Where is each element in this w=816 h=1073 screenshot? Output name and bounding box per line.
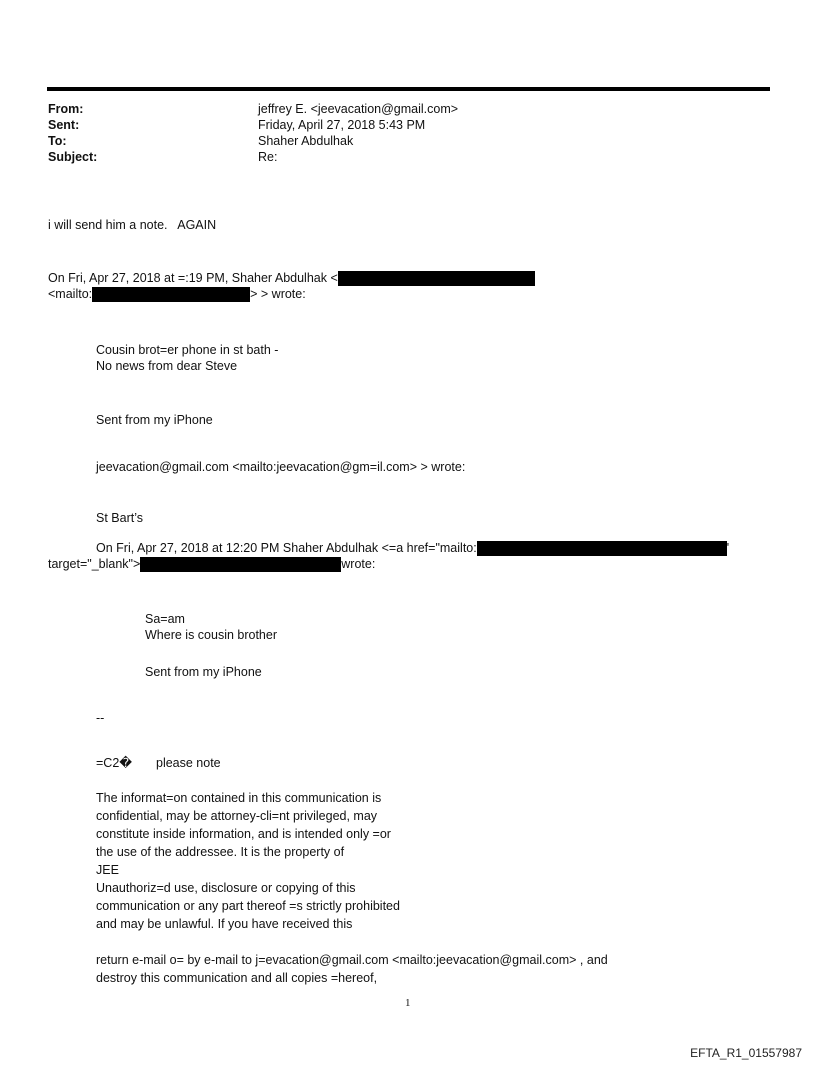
- note-prefix: =C2�: [96, 756, 133, 770]
- subject-value: Re:: [258, 150, 278, 164]
- header-rule: [47, 87, 770, 91]
- sent-value: Friday, April 27, 2018 5:43 PM: [258, 118, 426, 132]
- disclaimer-line: JEE: [96, 863, 119, 877]
- from-value: jeffrey E. <jeevacation@gmail.com>: [258, 102, 459, 116]
- quote2-text: St Bart’s: [96, 511, 144, 525]
- quote3-target-line: [48, 556, 375, 572]
- quote1-header-line: [48, 270, 535, 286]
- disclaimer-line: communication or any part thereof =s strictly prohibited: [96, 899, 400, 913]
- note-label: please note: [156, 756, 221, 770]
- disclaimer-line: Unauthoriz=d use, disclosure or copying of this: [96, 881, 356, 895]
- quote3-text: Where is cousin brother: [145, 628, 278, 642]
- redaction: [140, 557, 341, 572]
- redaction: [338, 271, 535, 286]
- to-label: To:: [48, 134, 67, 148]
- quote1-header: On Fri, Apr 27, 2018 at =:19 PM, Shaher Abdulhak <: [48, 271, 338, 285]
- quote3-text: Sa=am: [145, 612, 185, 626]
- quote3-header-end: ': [726, 541, 730, 555]
- to-value: Shaher Abdulhak: [258, 134, 354, 148]
- sent-label: Sent:: [48, 118, 80, 132]
- quote1-signature: Sent from my iPhone: [96, 413, 213, 427]
- quote1-text: Cousin brot=er phone in st bath -: [96, 343, 279, 357]
- quote2-header: jeevacation@gmail.com <mailto:jeevacation@gm=il.com> > wrote:: [96, 460, 466, 474]
- disclaimer-line: and may be unlawful. If you have received this: [96, 917, 353, 931]
- disclaimer-line: constitute inside information, and is intended only =or: [96, 827, 391, 841]
- subject-label: Subject:: [48, 150, 98, 164]
- disclaimer-line: The informat=on contained in this communication is: [96, 791, 382, 805]
- quote1-mailto: <mailto:: [48, 287, 93, 301]
- page-number: 1: [405, 997, 411, 1009]
- quote3-signature: Sent from my iPhone: [145, 665, 262, 679]
- reply-text: i will send him a note. AGAIN: [48, 218, 217, 232]
- document-id: EFTA_R1_01557987: [690, 1046, 802, 1060]
- disclaimer-line: confidential, may be attorney-cli=nt privileged, may: [96, 809, 378, 823]
- quote1-mailto-line: [48, 286, 306, 302]
- disclaimer-line: destroy this communication and all copies =hereof,: [96, 971, 378, 985]
- quote1-text: No news from dear Steve: [96, 359, 238, 373]
- signature-separator: --: [96, 711, 105, 725]
- quote3-header-line: [96, 540, 729, 556]
- quote3-wrote: wrote:: [341, 557, 376, 571]
- quote3-header: On Fri, Apr 27, 2018 at 12:20 PM Shaher Abdulhak <=a href="mailto:: [96, 541, 477, 555]
- quote3-target: target="_blank">: [48, 557, 141, 571]
- redaction: [477, 541, 730, 556]
- from-label: From:: [48, 102, 84, 116]
- quote1-wrote: > > wrote:: [250, 287, 306, 301]
- disclaimer-line: return e-mail o= by e-mail to j=evacation@gmail.com <mailto:jeevacation@gmail.com> , and: [96, 953, 608, 967]
- disclaimer-line: the use of the addressee. It is the property of: [96, 845, 345, 859]
- redaction: [92, 287, 250, 302]
